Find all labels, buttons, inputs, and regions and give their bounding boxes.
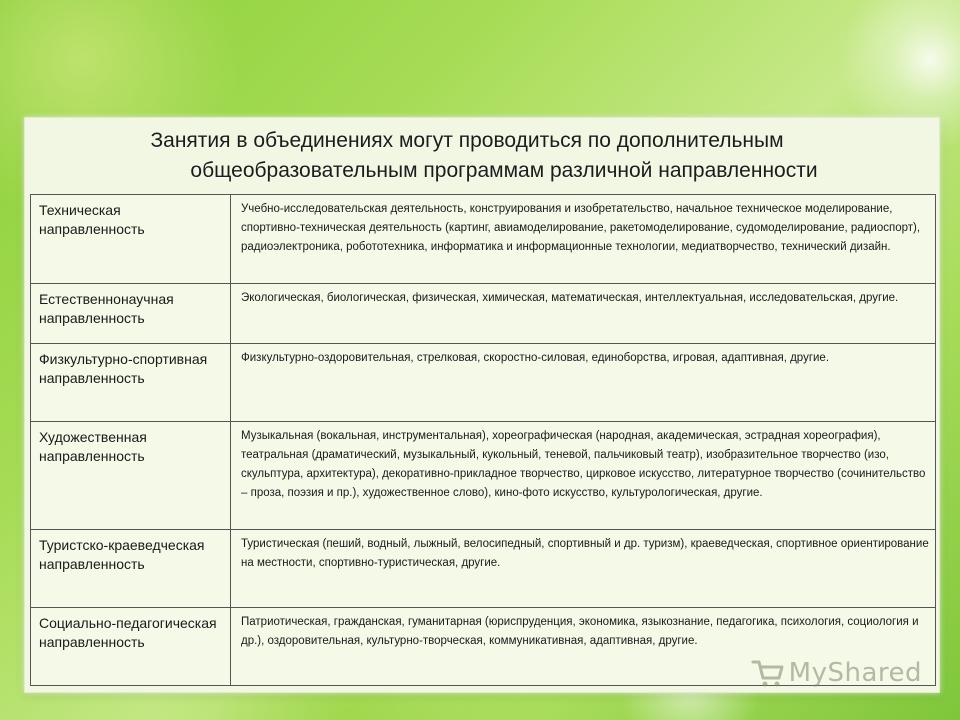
table-row: [31, 195, 936, 284]
direction-name: Художественная направленность: [31, 422, 231, 530]
direction-name: Естественнонаучная направленность: [31, 284, 231, 344]
direction-description: Туристическая (пеший, водный, лыжный, велосипедный, спортивный и др. туризм), краеведческая, спортивное ориентирование на местности, спортивно-туристическая, другие.: [231, 530, 936, 608]
direction-description: Физкультурно-оздоровительная, стрелковая, скоростно-силовая, единоборства, игровая, адаптивная, другие.: [231, 344, 936, 422]
direction-description: Экологическая, биологическая, физическая, химическая, математическая, интеллектуальная, исследовательская, другие.: [231, 284, 936, 344]
direction-name: Туристско-краеведческая направленность: [31, 530, 231, 608]
direction-description: Патриотическая, гражданская, гуманитарная (юриспруденция, экономика, языкознание, педагогика, психология, социология и др.), оздоровительная, культурно-творческая, коммуникативная, адаптивная, другие.: [231, 608, 936, 686]
watermark-logo: [751, 658, 922, 688]
direction-description: Учебно-исследовательская деятельность, конструирования и изобретательство, начальное техническое моделирование, спортивно-техническая деятельность (картинг, авиамоделирование, ракетомоделирование, судомоделирование, радиоспорт), радиоэлектроника, робототехника, информатика и информационные технологии, медиатворчество, технический дизайн.: [231, 195, 936, 284]
cart-icon: [751, 658, 785, 688]
watermark-text: MyShared: [788, 658, 922, 688]
content-panel: [24, 117, 940, 693]
slide-title-line-1: Занятия в объединениях могут проводиться по дополнительным: [150, 129, 784, 152]
direction-name: Техническая направленность: [31, 195, 231, 284]
table-row: [31, 284, 936, 344]
slide-title-line-2: общеобразовательным программам различной направленности: [190, 159, 818, 182]
table-row: [31, 422, 936, 530]
table-row: [31, 344, 936, 422]
direction-name: Социально-педагогическая направленность: [31, 608, 231, 686]
directions-table: [30, 194, 936, 686]
slide-title: [25, 126, 939, 186]
direction-description: Музыкальная (вокальная, инструментальная), хореографическая (народная, академическая, эстрадная хореография), театральная (драматический, музыкальный, кукольный, теневой, пальчиковый театр), изобразительное творчество (изо, скульптура, архитектура), декоративно-прикладное творчество, цирковое искусство, литературное творчество (сочинительство – проза, поэзия и пр.), художественное слово), кино-фото искусство, культурологическая, другие.: [231, 422, 936, 530]
table-row: [31, 530, 936, 608]
direction-name: Физкультурно-спортивная направленность: [31, 344, 231, 422]
